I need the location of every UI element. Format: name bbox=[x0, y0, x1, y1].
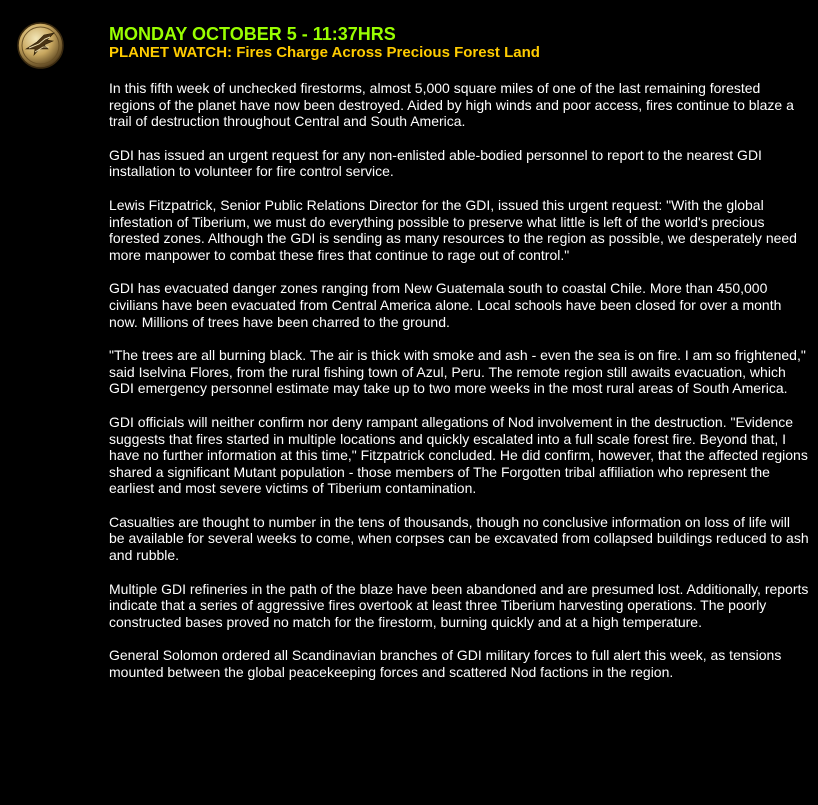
article-paragraph: GDI has issued an urgent request for any non-enlisted able-bodied personnel to report to the nearest GDI installation to volunteer for fire control service. bbox=[109, 146, 762, 180]
article-paragraph: General Solomon ordered all Scandinavian branches of GDI military forces to full alert this week, as tensions mounted between the global peacekeeping forces and scattered Nod factions in the region. bbox=[109, 647, 782, 681]
article-paragraph: Casualties are thought to number in the tens of thousands, though no conclusive information on loss of life will be available for several weeks to come, when corpses can be excavated from collapsed buildings reduced to ash and rubble. bbox=[109, 513, 809, 564]
article-paragraph: GDI officials will neither confirm nor deny rampant allegations of Nod involvement in the destruction. "Evidence suggests that fires started in multiple locations and quickly escalated into a full scale forest fire. Beyond that, I have no further information at this time," Fitzpatrick concluded. He did confirm, however, that the affected regions shared a significant Mutant population - those members of The Forgotten tribal affiliation who represent the earliest and most severe victims of Tiberium contamination. bbox=[109, 413, 808, 497]
emblem-graphic bbox=[17, 22, 64, 69]
article-paragraph: In this fifth week of unchecked firestorms, almost 5,000 square miles of one of the last remaining forested regions of the planet have now been destroyed. Aided by high winds and poor access, fires continue to blaze a trail of destruction throughout Central and South America. bbox=[109, 80, 794, 130]
article-paragraph: "The trees are all burning black. The air is thick with smoke and ash - even the sea is on fire. I am so frightened," said Iselvina Flores, from the rural fishing town of Azul, Peru. The remote region still awaits evacuation, which GDI emergency personnel estimate may take up to two more weeks in the most rural areas of South America. bbox=[109, 347, 806, 397]
gdi-eagle-emblem-icon bbox=[17, 22, 64, 69]
article-body bbox=[109, 80, 809, 681]
article-paragraph: Lewis Fitzpatrick, Senior Public Relations Director for the GDI, issued this urgent request: "With the global infestation of Tiberium, we must do everything possible to preserve what little is left of the world's precious forested zones. Although the GDI is sending as many resources to the region as possible, we desperately need more manpower to combat these fires that continue to rage out of control." bbox=[109, 196, 797, 263]
news-article bbox=[109, 24, 809, 698]
article-headline: MONDAY OCTOBER 5 - 11:37HRS bbox=[109, 24, 396, 44]
article-paragraph: Multiple GDI refineries in the path of the blaze have been abandoned and are presumed lost. Additionally, reports indicate that a series of aggressive fires overtook at least three Tiberium harvesting operations. The poorly constructed bases proved no match for the firestorm, burning quickly and at a high temperature. bbox=[109, 580, 809, 630]
article-subhead: PLANET WATCH: Fires Charge Across Precious Forest Land bbox=[109, 44, 540, 61]
article-paragraph: GDI has evacuated danger zones ranging from New Guatemala south to coastal Chile. More than 450,000 civilians have been evacuated from Central America alone. Local schools have been closed for over a month now. Millions of trees have been charred to the ground. bbox=[109, 280, 782, 330]
